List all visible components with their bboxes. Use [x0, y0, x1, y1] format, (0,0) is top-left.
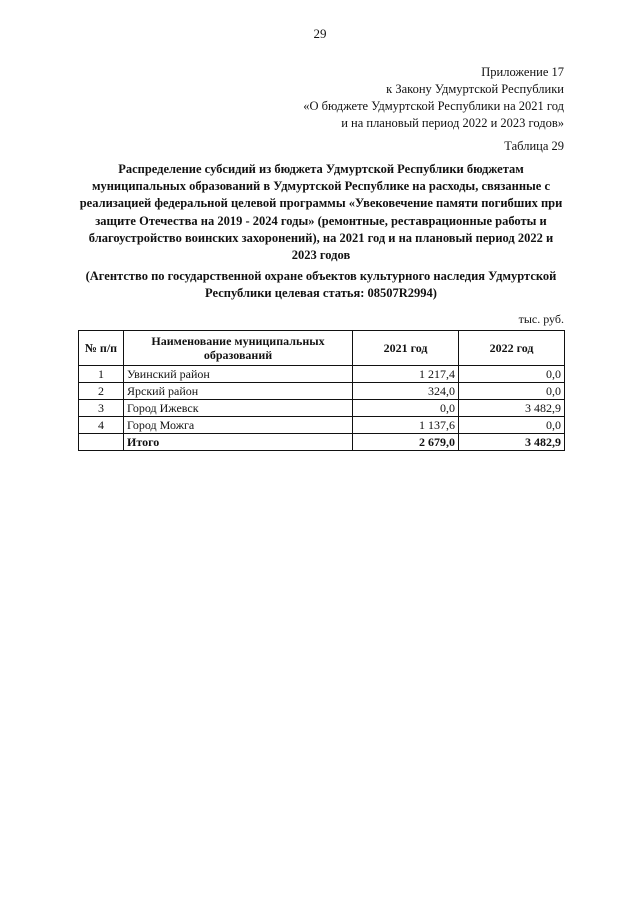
total-2021: 2 679,0	[353, 434, 459, 451]
row-num: 4	[79, 417, 124, 434]
table-label: Таблица 29	[504, 139, 564, 153]
row-2022: 0,0	[459, 417, 565, 434]
row-name: Город Можга	[124, 417, 353, 434]
row-2021: 324,0	[353, 383, 459, 400]
appendix-line-2: к Закону Удмуртской Республики	[386, 82, 564, 96]
row-2022: 0,0	[459, 383, 565, 400]
row-2022: 0,0	[459, 366, 565, 383]
table-row	[79, 417, 565, 434]
row-num: 1	[79, 366, 124, 383]
total-num-empty	[79, 434, 124, 451]
row-2021: 1 137,6	[353, 417, 459, 434]
row-num: 2	[79, 383, 124, 400]
table-row	[79, 366, 565, 383]
header-name: Наименование муниципальных образований	[124, 331, 353, 366]
table-total-row	[79, 434, 565, 451]
table-row	[79, 383, 565, 400]
row-2021: 0,0	[353, 400, 459, 417]
total-2022: 3 482,9	[459, 434, 565, 451]
table-header-row	[79, 331, 565, 366]
row-name: Город Ижевск	[124, 400, 353, 417]
row-2021: 1 217,4	[353, 366, 459, 383]
page-number: 29	[313, 26, 327, 41]
appendix-line-4: и на плановый период 2022 и 2023 годов»	[341, 116, 564, 130]
table-row	[79, 400, 565, 417]
row-num: 3	[79, 400, 124, 417]
units-label: тыс. руб.	[518, 312, 564, 326]
appendix-line-3: «О бюджете Удмуртской Республики на 2021 год	[303, 99, 564, 113]
agency-subtitle: (Агентство по государственной охране объектов культурного наследия Удмуртской Республики целевая статья: 08507R2994)	[85, 269, 557, 301]
row-name: Увинский район	[124, 366, 353, 383]
row-name: Ярский район	[124, 383, 353, 400]
header-num: № п/п	[79, 331, 124, 366]
document-title: Распределение субсидий из бюджета Удмуртской Республики бюджетам муниципальных образований в Удмуртской Республике на расходы, связанные с реализацией федеральной целевой программы «Увековечение памяти погибших при защите Отечества на 2019 - 2024 годы» (ремонтные, реставрационные работы и благоустройство воинских захоронений), на 2021 год и на плановый период 2022 и 2023 годов	[79, 162, 563, 263]
appendix-header	[303, 64, 564, 132]
total-label: Итого	[124, 434, 353, 451]
header-2022: 2022 год	[459, 331, 565, 366]
appendix-line-1: Приложение 17	[481, 65, 564, 79]
subsidies-table	[78, 330, 565, 451]
header-2021: 2021 год	[353, 331, 459, 366]
row-2022: 3 482,9	[459, 400, 565, 417]
